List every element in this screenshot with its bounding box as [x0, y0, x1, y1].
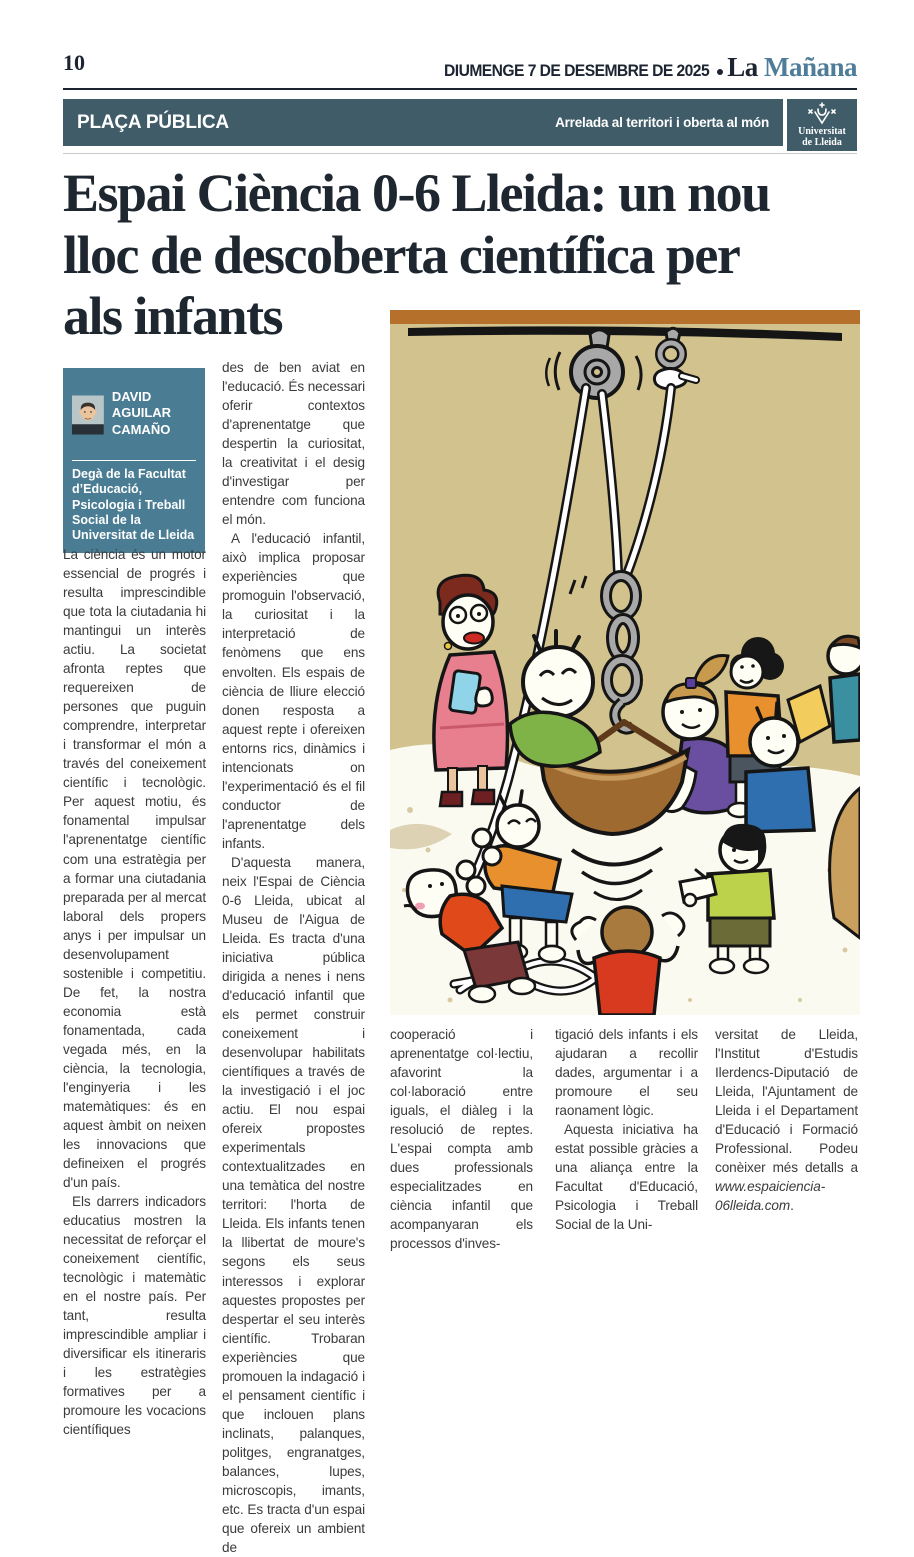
paragraph: lloc de descoberta científica per — [63, 224, 740, 285]
article-illustration — [390, 310, 860, 1015]
header-rule — [63, 88, 857, 90]
logo-text-line1: Universitat — [798, 126, 846, 137]
article-column-1 — [63, 545, 206, 1439]
paragraph: Espai Ciència 0-6 Lleida: un nou — [63, 163, 770, 223]
banner-rule — [63, 153, 857, 154]
paragraph: Aquesta iniciativa ha estat possible gràcies a una aliança entre la Facultat d'Educació, Psicologia i Treball Social de la Uni- — [555, 1122, 698, 1233]
author-role: Degà de la Facultat d’Educació, Psicologia i Treball Social de la Universitat de Lleida — [72, 467, 195, 542]
author-photo — [72, 377, 104, 453]
section-tagline: Arrelada al territori i oberta al món — [555, 115, 769, 130]
masthead — [727, 52, 857, 83]
paragraph: A l'educació infantil, això implica proposar experiències que promoguin l'observació, la curiositat i la interpretació de fenòmens que ens envolten. Els espais de ciència de lliure elecció donen resposta a aquest repte i ofereixen entorns rics, dinàmics i intencionats on l'experimentació és el fil conductor de l'aprenentatge dels infants. — [222, 531, 365, 851]
section-title: PLAÇA PÚBLICA — [77, 111, 229, 133]
logo-text-line2: de Lleida — [802, 137, 842, 148]
boy-right-edge-figure — [828, 636, 860, 742]
header-date: DIUMENGE 7 DE DESEMBRE DE 2025 — [444, 61, 710, 80]
paragraph: tigació dels infants i els ajudaran a recollir dades, argumentar i a promoure el seu raonament lògic. — [555, 1027, 698, 1119]
article-column-2 — [222, 358, 365, 1557]
article-column-4 — [555, 1025, 698, 1234]
section-banner — [63, 99, 783, 146]
page-number: 10 — [63, 50, 85, 75]
masthead-word2: Mañana — [763, 52, 857, 82]
article-column-5 — [715, 1025, 858, 1215]
author-top — [72, 377, 196, 453]
paragraph: als infants — [63, 286, 283, 347]
paragraph: La ciència és un motor essencial de progrés i resulta imprescindible que tota la ciutadania hi mantingui un interès actiu. La societat afronta reptes que requereixen de persones que puguin comprendre, interpretar i transformar el món a través del coneixement científic i tecnològic. Per aquest motiu, és fonamental impulsar l'aprenentatge científic com una estratègia per a formar una ciutadania preparada per al mercat laboral dels propers anys i per impulsar un desenvolupament sostenible i competitiu. De fet, la nostra economia està fonamentada, cada vegada més, en la ciència, la tecnologia, l'enginyeria i les matemàtiques: és en aquest àmbit on neixen les innovacions que defineixen el progrés d'un país. — [63, 547, 206, 1191]
author-name: DAVID AGUILAR CAMAÑO — [111, 389, 172, 437]
universitat-lleida-logo — [787, 99, 857, 151]
universitat-lleida-crest-icon — [805, 102, 839, 126]
paragraph: cooperació i aprenentatge col·lectiu, afavorint la col·laboració entre iguals, el diàleg i la resolució de reptes. L'espai compta amb dues professionals especialitzades en ciència infantil que acompanyaran els processos d'inves- — [390, 1027, 533, 1252]
author-box — [63, 368, 205, 553]
article-column-3 — [390, 1025, 533, 1253]
paragraph: D'aquesta manera, neix l'Espai de Ciència 0-6 Lleida, ubicat al Museu de l'Aigua de Lleida. Es tracta d'una iniciativa pública dirigida a nenes i nens d'educació infantil que els permet construir coneixement i desenvolupar habilitats científiques a través de la investigació i el joc actiu. El nou espai ofereix propostes experimentals contextualitzades en una temàtica del nostre territori: l'horta de Lleida. Els infants tenen la llibertat de moure's segons els seus interessos i explorar aquestes propostes per despertar el seu interès científic. Trobaran experiències que promouen la indagació i el pensament científic i que inclouen plans inclinats, palanques, politges, engranatges, balances, lupes, microscopis, imants, etc. Es tracta d'un espai que ofereix un ambient de — [222, 854, 365, 1555]
paragraph: Els darrers indicadors educatius mostren la necessitat de reforçar el coneixement científic, tecnològic i matemàtic en el nostre país. Per tant, resulta imprescindible ampliar i diversificar els itineraris i les estratègies formatives per a promoure les vocacions científiques — [63, 1194, 206, 1438]
paragraph: des de ben aviat en l'educació. És necessari oferir contextos d'aprenentatge que despertin la curiositat, la creativitat i el desig d'investigar per entendre com funciona el món. — [222, 360, 366, 528]
masthead-dot-icon — [717, 69, 723, 75]
masthead-word1: La — [727, 52, 758, 82]
paragraph: versitat de Lleida, l'Institut d'Estudis Ilerdencs-Diputació de Lleida, l'Ajuntament de Lleida i el Departament d'Educació i Formació Professional. Podeu conèixer més detalls a www.espaiciencia-06lleida.com. — [715, 1027, 858, 1214]
author-rule — [72, 460, 196, 461]
header-right — [421, 52, 857, 83]
